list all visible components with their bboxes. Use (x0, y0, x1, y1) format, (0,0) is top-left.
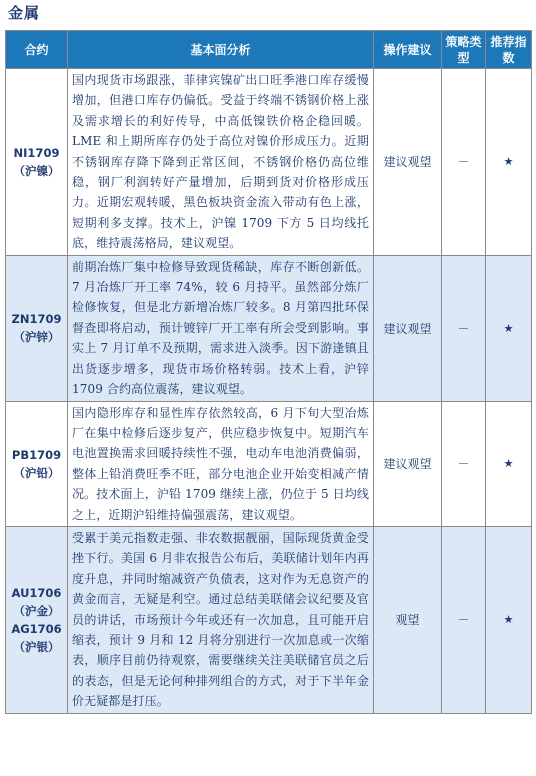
futures-table (5, 30, 532, 714)
rating-star-icon: ★ (486, 526, 532, 713)
suggestion-cell: 观望 (374, 526, 442, 713)
contract-code: ZN1709 (11, 312, 62, 327)
contract-name: （沪金） (13, 603, 60, 618)
contract-name: （沪铅） (13, 465, 60, 480)
strategy-cell: － (442, 69, 486, 256)
table-row (6, 255, 532, 401)
analysis-cell: 国内隐形库存和显性库存依然较高，6 月下旬大型冶炼厂在集中检修后逐步复产，供应稳步恢复中。短期汽车电池置换需求回暖持续性不强，电动车电池消费偏弱，整体上铅消费旺季不旺，部分电池企业开始变相减产情况。技术面上，沪铅 1709 继续上涨，仍位于 5 日均线之上，近期沪铅维持偏强震荡，建议观望。 (68, 401, 374, 526)
contract-cell (6, 526, 68, 713)
rating-star-icon: ★ (486, 401, 532, 526)
contract-code: AU1706 (11, 585, 62, 600)
strategy-cell: － (442, 401, 486, 526)
contract-cell (6, 69, 68, 256)
rating-star-icon: ★ (486, 69, 532, 256)
contract-code-2: AG1706 (11, 621, 62, 636)
strategy-cell: － (442, 526, 486, 713)
table-row (6, 526, 532, 713)
header-suggestion: 操作建议 (374, 31, 442, 69)
contract-cell (6, 255, 68, 401)
contract-code: NI1709 (13, 145, 60, 160)
contract-code: PB1709 (11, 447, 62, 462)
table-header-row (6, 31, 532, 69)
contract-name: （沪镍） (13, 163, 60, 178)
analysis-cell: 受累于美元指数走强、非农数据靓丽，国际现货黄金受挫下行。美国 6 月非农报告公布后，美联储计划年内再度升息，并同时缩减资产负债表，这对作为无息资产的黄金而言，无疑是利空。通过总结美联储会议纪要及官员的讲话，市场预计今年或还有一次加息，且可能开启缩表，预计 9 月和 12 月将分别进行一次加息或一次缩表，顺序目前仍待观察，需要继续关注美联储官员之后的表态，但是无论何种排列组合的方式，对于下半年金价无疑都是打压。 (68, 526, 374, 713)
suggestion-cell: 建议观望 (374, 255, 442, 401)
rating-star-icon: ★ (486, 255, 532, 401)
analysis-cell: 国内现货市场跟涨，菲律宾镍矿出口旺季港口库存缓慢增加，但港口库存仍偏低。受益于终端不锈钢价格上涨及需求增长的利好传导，中高低镍铁价格企稳回暖。LME 和上期所库存仍处于高位对镍价形成压力。近期不锈钢库存降下降到正常区间，不锈钢价格仍高位维稳，钢厂利润转好产量增加，后期到货对价格形成压力。近期宏观转暖，黑色板块资金流入带动有色上涨，短期利多支撑。技术上，沪镍 1709 下方 5 日均线托底，维持震荡格局，建议观望。 (68, 69, 374, 256)
strategy-cell: － (442, 255, 486, 401)
contract-cell (6, 401, 68, 526)
header-contract: 合约 (6, 31, 68, 69)
contract-name-2: （沪银） (13, 639, 60, 654)
header-strategy: 策略类型 (442, 31, 486, 69)
header-rating: 推荐指数 (486, 31, 532, 69)
suggestion-cell: 建议观望 (374, 401, 442, 526)
header-analysis: 基本面分析 (68, 31, 374, 69)
table-row (6, 401, 532, 526)
suggestion-cell: 建议观望 (374, 69, 442, 256)
table-row (6, 69, 532, 256)
contract-name: （沪锌） (13, 330, 60, 345)
analysis-cell: 前期冶炼厂集中检修导致现货稀缺，库存不断创新低。7 月冶炼厂开工率 74%，较 6 月持平。虽然部分炼厂检修恢复，但是北方新增冶炼厂较多。8 月第四批环保督查即将启动，预计镀锌厂开工率有所会受到影响。事实上 7 月订单不及预期，需求进入淡季。因下游逢镇且出货逐步增多，现货市场价格转弱。技术上看，沪锌 1709 合约高位震荡，建议观望。 (68, 255, 374, 401)
section-title: 金属 (8, 4, 41, 22)
